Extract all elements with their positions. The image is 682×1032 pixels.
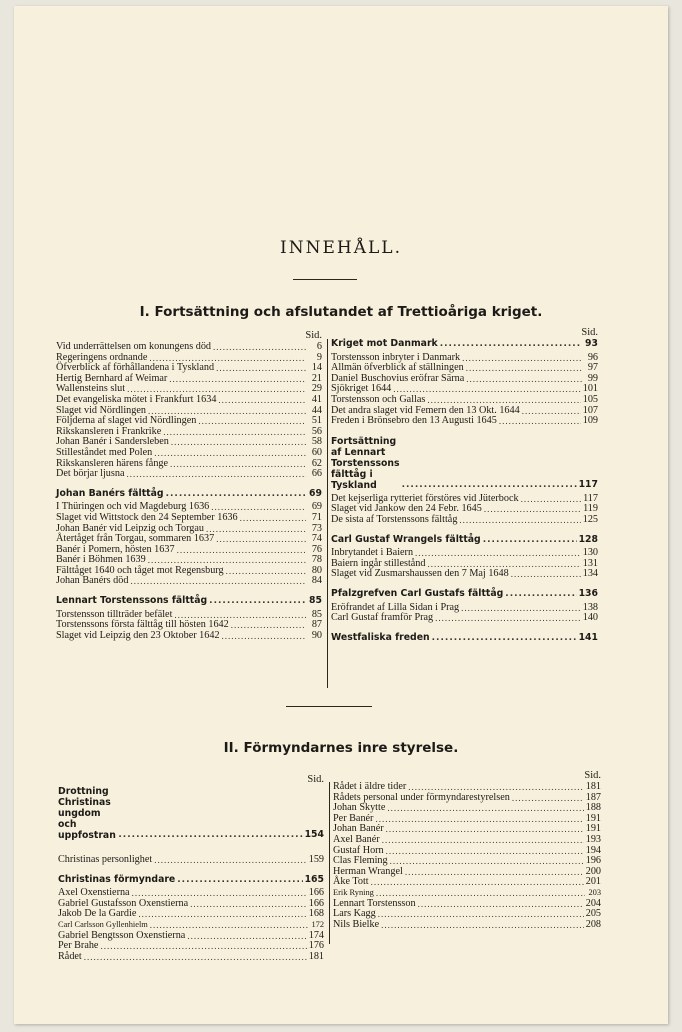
toc-page-number: 85 <box>309 595 322 607</box>
toc-entry-title: Slaget vid Nördlingen <box>56 404 146 416</box>
toc-entry <box>333 835 601 846</box>
toc-entry-title: Erik Ryning <box>333 887 374 897</box>
toc-entry-title: Följderna af slaget vid Nördlingen <box>56 415 197 427</box>
toc-entry-title: Carl Gustaf framför Prag <box>331 612 434 624</box>
toc-page-number: 205 <box>585 908 601 920</box>
dot-leader <box>169 374 306 385</box>
dot-leader <box>118 830 302 841</box>
toc-entry-title: Torstensson tillträder befälet <box>56 608 173 620</box>
dot-leader <box>371 877 584 888</box>
dot-leader <box>222 631 306 642</box>
toc-entry-title: Stilleståndet med Polen <box>56 446 153 458</box>
toc-entry-title: Axel Banér <box>333 833 380 845</box>
dot-leader <box>206 524 306 535</box>
toc-chapter-heading <box>331 339 598 350</box>
dot-leader <box>378 909 584 920</box>
toc-entry-title: Per Banér <box>333 812 374 824</box>
toc-page-number: 131 <box>582 557 598 569</box>
toc-entry <box>56 395 322 406</box>
toc-entry-title: Lennart Torstensson <box>333 897 416 909</box>
sid-label: Sid. <box>307 774 324 785</box>
toc-chapter-heading <box>58 875 324 886</box>
dot-leader <box>511 569 581 580</box>
dot-leader <box>130 576 306 587</box>
section-2-column-divider <box>329 782 330 944</box>
toc-page-number: 166 <box>308 887 324 899</box>
dot-leader <box>213 342 306 353</box>
dot-leader <box>435 613 581 624</box>
toc-entry-title: Christinas personlighet <box>58 854 153 865</box>
dot-leader <box>408 782 583 793</box>
toc-page-number: 200 <box>585 865 601 877</box>
toc-entry-title: De sista af Torstenssons fälttåg <box>331 513 458 525</box>
sid-label: Sid. <box>581 327 598 338</box>
toc-page-number: 71 <box>311 511 322 523</box>
dot-leader <box>484 504 581 515</box>
toc-page-number: 85 <box>311 608 322 620</box>
dot-leader <box>177 875 302 886</box>
dot-leader <box>386 846 584 857</box>
toc-entry-title: Torstensson inbryter i Danmark <box>331 351 461 363</box>
toc-entry <box>333 803 601 814</box>
toc-page-number: 191 <box>585 823 601 835</box>
dot-leader <box>505 589 576 600</box>
toc-entry-title: Slaget vid Zusmarshaussen den 7 Maj 1648 <box>331 568 509 580</box>
toc-entry <box>331 395 598 406</box>
toc-entry <box>58 855 324 866</box>
toc-entry <box>56 469 322 480</box>
toc-page-number: 159 <box>308 854 324 865</box>
dot-leader <box>154 448 306 459</box>
toc-entry <box>56 342 322 353</box>
toc-entry <box>331 515 598 526</box>
toc-entry-title: Jakob De la Gardie <box>58 908 137 920</box>
toc-entry-title: Johan Skytte <box>333 802 386 814</box>
section-1-left-entries <box>56 342 322 641</box>
dot-leader <box>209 596 306 607</box>
dot-leader <box>462 353 582 364</box>
toc-entry-title: Banér i Pomern, hösten 1637 <box>56 543 175 555</box>
toc-page-number: 58 <box>311 436 322 448</box>
dot-leader <box>100 941 306 952</box>
toc-entry-title: Allmän öfverblick af ställningen <box>331 362 464 374</box>
dot-leader <box>226 566 306 577</box>
toc-page-number: 107 <box>582 404 598 416</box>
dot-leader <box>166 489 306 500</box>
toc-entry-title: Det kejserliga rytteriet förstöres vid Jüterbock <box>331 492 519 504</box>
toc-page-number: 56 <box>311 425 322 437</box>
toc-entry-title: Rikskansleren härens fånge <box>56 457 169 469</box>
sid-label: Sid. <box>305 330 322 341</box>
toc-page-number: 21 <box>311 372 322 384</box>
dot-leader <box>381 920 584 931</box>
section-1-column-divider <box>327 339 328 688</box>
toc-page-number: 51 <box>311 415 322 427</box>
toc-entry-title: Carl Gustaf Wrangels fälttåg <box>331 533 481 545</box>
toc-entry-title: Baiern ingår stillestånd <box>331 557 426 569</box>
dot-leader <box>240 513 306 524</box>
toc-chapter-heading <box>56 596 322 607</box>
toc-entry-title: Rådet i äldre tider <box>333 781 407 792</box>
toc-page-number: 208 <box>585 918 601 930</box>
toc-page-number: 130 <box>582 547 598 559</box>
toc-page-number: 80 <box>311 564 322 576</box>
section-1-heading: I. Fortsättning och afslutandet af Trettioåriga kriget. <box>139 304 543 320</box>
dot-leader <box>418 899 584 910</box>
dot-leader <box>126 469 306 480</box>
dot-leader <box>375 814 583 825</box>
dot-leader <box>427 395 580 406</box>
toc-page-number: 96 <box>587 351 598 363</box>
toc-entry-title: Per Brahe <box>58 940 99 952</box>
toc-entry-title: I Thüringen och vid Magdeburg 1636 <box>56 501 210 513</box>
dot-leader <box>512 793 584 804</box>
toc-page-number: 204 <box>585 897 601 909</box>
dot-leader <box>386 824 584 835</box>
toc-page-number: 41 <box>311 393 322 405</box>
dot-leader <box>405 867 584 878</box>
toc-entry-title: Pfalzgrefven Carl Gustafs fälttåg <box>331 587 504 599</box>
toc-entry-title: Torstensson och Gallas <box>331 393 426 405</box>
section-1-right-entries <box>331 339 598 643</box>
toc-page-number: 78 <box>311 554 322 566</box>
toc-entry <box>331 569 598 580</box>
toc-page-number: 87 <box>311 619 322 631</box>
toc-page-number: 140 <box>582 612 598 624</box>
dot-leader <box>170 459 306 470</box>
dot-leader <box>84 952 307 963</box>
section-2-left-column <box>58 774 324 962</box>
dot-leader <box>466 363 582 374</box>
dot-leader <box>459 515 580 526</box>
toc-page-number: 154 <box>304 829 324 841</box>
toc-page-number: 97 <box>587 362 598 374</box>
toc-entry-title: Torstenssons första fälttåg till hösten 1642 <box>56 619 229 631</box>
toc-entry-title: Vid underrättelsen om konungens död <box>56 341 212 352</box>
toc-page-number: 66 <box>311 468 322 480</box>
toc-chapter-heading <box>56 489 322 500</box>
toc-page-number: 203 <box>588 887 601 897</box>
section-1-right-column <box>331 327 598 646</box>
dot-leader <box>198 416 306 427</box>
toc-entry-title: Rikskansleren i Frankrike <box>56 425 162 437</box>
toc-entry <box>333 782 601 793</box>
dot-leader <box>187 931 306 942</box>
dot-leader <box>402 480 577 491</box>
toc-entry-title: Rådet <box>58 950 82 962</box>
toc-entry-title: Westfaliska freden <box>331 631 430 643</box>
dot-leader <box>138 909 306 920</box>
toc-entry-title: Rådets personal under förmyndarestyrelsen <box>333 791 510 803</box>
toc-entry-title: Carl Carlsson Gyllenhielm <box>58 919 148 929</box>
dot-leader <box>150 920 308 931</box>
dot-leader <box>466 374 582 385</box>
toc-entry-title: Åke Tott <box>333 876 369 888</box>
toc-page-number: 74 <box>311 533 322 545</box>
dot-leader <box>154 855 306 866</box>
toc-chapter-heading <box>331 535 598 546</box>
toc-entry-title: Fortsättning af Lennart Torstenssons fälttåg i Tyskland <box>331 435 400 491</box>
toc-entry <box>331 416 598 427</box>
toc-page-number: 60 <box>311 446 322 458</box>
toc-page-number: 128 <box>578 533 598 545</box>
toc-page-number: 188 <box>585 802 601 814</box>
toc-entry-title: Det börjar ljusna <box>56 468 125 480</box>
toc-entry <box>58 952 324 963</box>
toc-page-number: 194 <box>585 844 601 856</box>
dot-leader <box>382 835 584 846</box>
dot-leader <box>216 363 306 374</box>
toc-entry <box>333 867 601 878</box>
toc-page-number: 73 <box>311 522 322 534</box>
dot-leader <box>461 603 581 614</box>
toc-entry-title: Hertig Bernhard af Weimar <box>56 372 168 384</box>
dot-leader <box>231 620 306 631</box>
toc-entry <box>56 631 322 642</box>
toc-entry <box>58 920 324 931</box>
toc-page-number: 84 <box>311 575 322 587</box>
section-2-right-column <box>333 770 601 930</box>
toc-page-number: 90 <box>311 629 322 641</box>
toc-entry <box>56 576 322 587</box>
toc-page-number: 141 <box>578 631 598 643</box>
toc-entry-title: Wallensteins slut <box>56 383 126 395</box>
toc-entry-title: Gabriel Bengtsson Oxenstierna <box>58 929 186 941</box>
toc-entry <box>58 909 324 920</box>
toc-page-number: 136 <box>578 587 598 599</box>
toc-page-number: 109 <box>582 415 598 427</box>
toc-page-number: 29 <box>311 383 322 395</box>
dot-leader <box>171 437 306 448</box>
dot-leader <box>522 406 581 417</box>
toc-page-number: 134 <box>582 568 598 580</box>
toc-page-number: 117 <box>583 492 598 504</box>
toc-entry-title: Sjökriget 1644 <box>331 383 392 395</box>
toc-chapter-heading <box>331 633 598 644</box>
toc-entry <box>331 613 598 624</box>
toc-entry-title: Fälttåget 1640 och tåget mot Regensburg <box>56 564 224 576</box>
toc-entry-title: Inbrytandet i Baiern <box>331 547 414 559</box>
toc-entry <box>56 513 322 524</box>
toc-page-number: 101 <box>582 383 598 395</box>
toc-entry-title: Banér i Böhmen 1639 <box>56 554 146 566</box>
toc-page-number: 117 <box>578 479 598 491</box>
toc-entry-title: Clas Fleming <box>333 855 388 867</box>
toc-page-number: 125 <box>582 513 598 525</box>
toc-page-number: 166 <box>308 897 324 909</box>
toc-entry-title: Det andra slaget vid Femern den 13 Okt. 1644 <box>331 404 520 416</box>
toc-page-number: 62 <box>311 457 322 469</box>
page-title: INNEHÅLL. <box>280 238 402 258</box>
toc-entry-title: Johan Banér <box>333 823 384 835</box>
toc-entry <box>333 888 601 899</box>
toc-entry <box>58 941 324 952</box>
toc-chapter-heading <box>331 589 598 600</box>
toc-entry-title: Slaget vid Wittstock den 24 September 1636 <box>56 511 238 523</box>
dot-leader <box>499 416 581 427</box>
dot-leader <box>483 535 577 546</box>
toc-entry-title: Eröfrandet af Lilla Sidan i Prag <box>331 601 460 613</box>
toc-page-number: 9 <box>316 351 322 363</box>
toc-entry-title: Freden i Brönsebro den 13 Augusti 1645 <box>331 415 497 427</box>
toc-page-number: 191 <box>585 812 601 824</box>
toc-page-number: 187 <box>585 791 601 803</box>
toc-chapter-heading <box>58 786 324 841</box>
toc-page-number: 76 <box>311 543 322 555</box>
toc-page-number: 174 <box>308 929 324 941</box>
toc-page-number: 193 <box>585 833 601 845</box>
toc-entry-title: Lars Kagg <box>333 908 376 920</box>
section-2-right-entries <box>333 782 601 930</box>
toc-entry-title: Axel Oxenstierna <box>58 887 130 899</box>
toc-page-number: 181 <box>585 781 601 792</box>
dot-leader <box>415 548 581 559</box>
title-divider <box>293 279 357 280</box>
toc-entry-title: Johan Banérs död <box>56 575 129 587</box>
toc-entry-title: Kriget mot Danmark <box>331 338 438 349</box>
section-1-left-column <box>56 330 322 641</box>
toc-entry-title: Drottning Christinas ungdom och uppfostran <box>58 786 116 841</box>
dot-leader <box>163 427 306 438</box>
dot-leader <box>376 888 585 899</box>
toc-page-number: 172 <box>311 919 324 929</box>
toc-page-number: 196 <box>585 855 601 867</box>
dot-leader <box>387 803 583 814</box>
toc-page-number: 176 <box>308 940 324 952</box>
dot-leader <box>190 899 307 910</box>
toc-chapter-heading <box>331 436 598 491</box>
dot-leader <box>521 494 582 505</box>
dot-leader <box>218 395 306 406</box>
toc-entry <box>333 920 601 931</box>
toc-entry-title: Johan Banérs fälttåg <box>56 487 164 499</box>
section-divider <box>286 706 372 707</box>
dot-leader <box>216 534 306 545</box>
toc-page-number: 165 <box>304 873 324 885</box>
book-page <box>14 6 668 1024</box>
toc-page-number: 105 <box>582 393 598 405</box>
sid-label: Sid. <box>584 770 601 781</box>
toc-page-number: 44 <box>311 404 322 416</box>
toc-entry <box>56 448 322 459</box>
toc-entry-title: Återtåget från Torgau, sommaren 1637 <box>56 533 215 545</box>
toc-page-number: 119 <box>583 503 598 515</box>
toc-entry-title: Lennart Torstenssons fälttåg <box>56 595 208 607</box>
toc-page-number: 168 <box>308 908 324 920</box>
toc-page-number: 181 <box>308 950 324 962</box>
toc-page-number: 138 <box>582 601 598 613</box>
toc-page-number: 6 <box>316 341 322 352</box>
toc-entry-title: Gustaf Horn <box>333 844 384 856</box>
toc-entry-title: Slaget vid Leipzig den 23 Oktober 1642 <box>56 629 220 641</box>
toc-page-number: 69 <box>309 487 322 499</box>
toc-entry-title: Det evangeliska mötet i Frankfurt 1634 <box>56 393 217 405</box>
toc-entry-title: Christinas förmyndare <box>58 873 176 885</box>
dot-leader <box>390 856 584 867</box>
toc-entry-title: Nils Bielke <box>333 918 380 930</box>
toc-page-number: 93 <box>585 338 598 349</box>
toc-page-number: 99 <box>587 372 598 384</box>
dot-leader <box>432 633 577 644</box>
toc-entry-title: Slaget vid Jankow den 24 Febr. 1645 <box>331 503 482 515</box>
toc-page-number: 201 <box>585 876 601 888</box>
toc-entry <box>333 877 601 888</box>
toc-page-number: 69 <box>311 501 322 513</box>
section-2-heading: II. Förmyndarnes inre styrelse. <box>223 740 459 756</box>
toc-entry-title: Johan Banér i Sandersleben <box>56 436 169 448</box>
toc-entry-title: Gabriel Gustafsson Oxenstierna <box>58 897 189 909</box>
toc-entry-title: Regeringens ordnande <box>56 351 148 363</box>
toc-page-number: 14 <box>311 362 322 374</box>
dot-leader <box>177 545 306 556</box>
toc-entry-title: Herman Wrangel <box>333 865 403 877</box>
toc-entry-title: Johan Banér vid Leipzig och Torgau <box>56 522 205 534</box>
toc-entry-title: Daniel Buschovius eröfrar Särna <box>331 372 465 384</box>
section-2-left-entries <box>58 786 324 962</box>
toc-entry-title: Öfverblick af förhållandena i Tyskland <box>56 362 215 374</box>
dot-leader <box>440 339 582 350</box>
